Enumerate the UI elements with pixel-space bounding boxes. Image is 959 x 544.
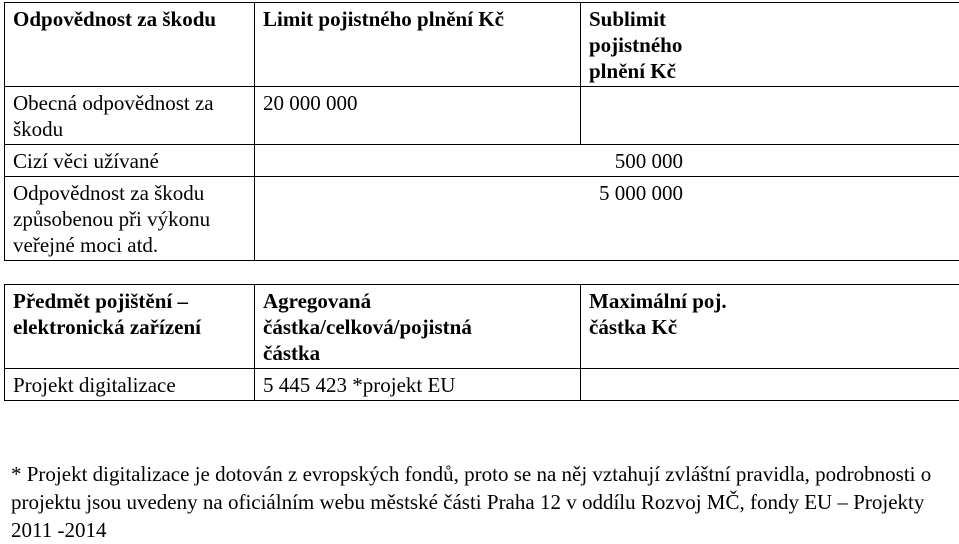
row-sublimit: 500 000: [255, 145, 959, 177]
table-row: [5, 177, 959, 261]
table-row: [5, 145, 959, 177]
header-subject: Předmět pojištění – elektronická zařízení: [5, 285, 255, 369]
header-sublimit: Sublimit pojistného plnění Kč: [581, 3, 959, 87]
row-label: Cizí věci užívané: [5, 145, 255, 177]
row-sublimit: 5 000 000: [255, 177, 959, 261]
row-label: Obecná odpovědnost za škodu: [5, 87, 255, 145]
electronic-equipment-table: [4, 284, 959, 401]
row-amount: 5 445 423 *projekt EU: [255, 369, 581, 401]
header-limit: Limit pojistného plnění Kč: [255, 3, 581, 87]
row-limit: 20 000 000: [255, 87, 581, 145]
footnote: * Projekt digitalizace je dotován z evropských fondů, proto se na něj vztahují zvláštní pravidla, podrobnosti o projektu jsou uvedeny na oficiálním webu městské části Praha 12 v oddílu Rozvoj MČ, fondy EU – Projekty 2011 -2014: [11, 460, 956, 544]
table-row: [5, 369, 959, 401]
table-header-row: [5, 3, 959, 87]
header-aggregate: Agregovaná částka/celková/pojistná částka: [255, 285, 581, 369]
row-sublimit: [581, 87, 959, 145]
table-header-row: [5, 285, 959, 369]
row-label: Odpovědnost za škodu způsobenou při výkonu veřejné moci atd.: [5, 177, 255, 261]
row-max-amount: [581, 369, 959, 401]
header-liability: Odpovědnost za škodu: [5, 3, 255, 87]
header-max-amount: Maximální poj. částka Kč: [581, 285, 959, 369]
table-row: [5, 87, 959, 145]
row-label: Projekt digitalizace: [5, 369, 255, 401]
liability-limits-table: [4, 2, 959, 261]
